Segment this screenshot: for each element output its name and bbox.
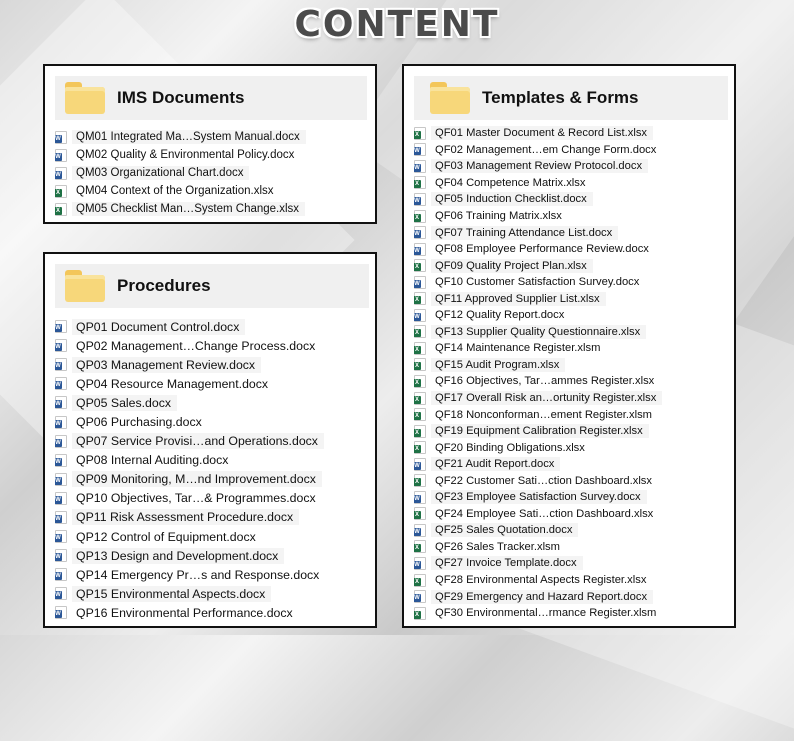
file-list-item[interactable] xyxy=(414,522,728,539)
file-list-item[interactable] xyxy=(55,336,369,355)
file-list-item[interactable] xyxy=(414,290,728,307)
panel-header xyxy=(55,264,369,308)
excel-icon: X xyxy=(414,507,426,520)
word-icon: W xyxy=(414,590,426,603)
file-list-item[interactable] xyxy=(414,423,728,440)
excel-icon: X xyxy=(414,127,426,140)
file-list-item[interactable] xyxy=(414,125,728,142)
file-name: QF22 Customer Sati…ction Dashboard.xlsx xyxy=(435,474,652,487)
file-list xyxy=(55,317,369,619)
file-name: QF20 Binding Obligations.xlsx xyxy=(435,441,585,454)
file-name: QP13 Design and Development.docx xyxy=(72,548,284,564)
file-list-item[interactable] xyxy=(55,508,369,527)
word-icon: W xyxy=(55,131,67,144)
file-list-item[interactable] xyxy=(414,357,728,374)
file-name: QF26 Sales Tracker.xlsm xyxy=(435,540,560,553)
excel-icon: X xyxy=(414,574,426,587)
file-name: QF11 Approved Supplier List.xlsx xyxy=(431,292,606,306)
file-list-item[interactable] xyxy=(55,412,369,431)
panel-title: Procedures xyxy=(117,276,211,295)
excel-icon: X xyxy=(414,342,426,355)
file-list-item[interactable] xyxy=(55,584,369,603)
file-list-item[interactable] xyxy=(414,373,728,390)
file-list-item[interactable] xyxy=(55,317,369,336)
file-name: QF25 Sales Quotation.docx xyxy=(431,523,578,537)
file-name: QF12 Quality Report.docx xyxy=(435,309,565,322)
file-list xyxy=(414,125,728,621)
panel-title: IMS Documents xyxy=(117,88,245,107)
file-name: QP05 Sales.docx xyxy=(72,395,177,411)
file-list-item[interactable] xyxy=(55,374,369,393)
excel-icon: X xyxy=(414,474,426,487)
file-list-item[interactable] xyxy=(55,182,367,200)
procedures-panel xyxy=(43,252,377,628)
excel-icon: X xyxy=(414,607,426,620)
ims-documents-panel xyxy=(43,64,377,224)
word-icon: W xyxy=(55,511,67,524)
word-icon: W xyxy=(55,549,67,562)
file-name: QF07 Training Attendance List.docx xyxy=(431,226,618,240)
file-name: QP15 Environmental Aspects.docx xyxy=(72,586,271,602)
file-list-item[interactable] xyxy=(414,158,728,175)
word-icon: W xyxy=(414,193,426,206)
excel-icon: X xyxy=(414,358,426,371)
file-list-item[interactable] xyxy=(55,164,367,182)
file-name: QP12 Control of Equipment.docx xyxy=(76,529,256,544)
file-list-item[interactable] xyxy=(55,432,369,451)
file-list-item[interactable] xyxy=(55,146,367,164)
file-name: QF21 Audit Report.docx xyxy=(431,457,560,471)
word-icon: W xyxy=(55,149,67,162)
word-icon: W xyxy=(414,309,426,322)
file-name: QF06 Training Matrix.xlsx xyxy=(435,210,562,222)
page-title: CONTENT xyxy=(294,4,500,45)
word-icon: W xyxy=(55,587,67,600)
folder-icon xyxy=(65,270,105,302)
panel-title: Templates & Forms xyxy=(482,88,639,107)
file-name: QF08 Employee Performance Review.docx xyxy=(435,243,649,256)
file-name: QP07 Service Provisi…and Operations.docx xyxy=(72,433,324,449)
file-name: QF09 Quality Project Plan.xlsx xyxy=(431,259,593,273)
file-list-item[interactable] xyxy=(55,546,369,565)
file-name: QP16 Environmental Performance.docx xyxy=(76,605,293,619)
word-icon: W xyxy=(414,557,426,570)
file-name: QF10 Customer Satisfaction Survey.docx xyxy=(435,276,640,289)
file-name: QF24 Employee Sati…ction Dashboard.xlsx xyxy=(435,507,654,520)
file-list-item[interactable] xyxy=(414,539,728,556)
file-name: QP06 Purchasing.docx xyxy=(76,415,202,430)
file-list-item[interactable] xyxy=(55,489,369,508)
excel-icon: X xyxy=(414,425,426,438)
file-name: QM03 Organizational Chart.docx xyxy=(72,166,249,180)
file-list-item[interactable] xyxy=(55,200,367,218)
file-name: QP08 Internal Auditing.docx xyxy=(76,453,229,468)
word-icon: W xyxy=(414,243,426,256)
word-icon: W xyxy=(55,396,67,409)
file-name: QP02 Management…Change Process.docx xyxy=(76,338,316,353)
file-name: QF27 Invoice Template.docx xyxy=(431,556,583,570)
folder-icon xyxy=(65,82,105,114)
file-list-item[interactable] xyxy=(414,489,728,506)
file-list-item[interactable] xyxy=(414,572,728,589)
file-list-item[interactable] xyxy=(414,439,728,456)
file-name: QP11 Risk Assessment Procedure.docx xyxy=(72,509,299,525)
file-list-item[interactable] xyxy=(414,472,728,489)
file-list-item[interactable] xyxy=(414,142,728,159)
word-icon: W xyxy=(414,160,426,173)
file-name: QF16 Objectives, Tar…ammes Register.xlsx xyxy=(435,375,655,388)
file-list-item[interactable] xyxy=(55,128,367,146)
file-list-item[interactable] xyxy=(55,470,369,489)
word-icon: W xyxy=(55,416,67,429)
file-list-item[interactable] xyxy=(55,565,369,584)
word-icon: W xyxy=(55,167,67,180)
file-list-item[interactable] xyxy=(414,307,728,324)
file-list-item[interactable] xyxy=(55,527,369,546)
word-icon: W xyxy=(414,143,426,156)
file-name: QF04 Competence Matrix.xlsx xyxy=(435,176,586,189)
file-name: QF18 Nonconforman…ement Register.xlsm xyxy=(435,408,652,421)
excel-icon: X xyxy=(414,392,426,405)
file-name: QP04 Resource Management.docx xyxy=(76,376,269,391)
file-name: QM01 Integrated Ma…System Manual.docx xyxy=(72,130,306,144)
file-list-item[interactable] xyxy=(414,605,728,621)
word-icon: W xyxy=(55,454,67,467)
file-list xyxy=(55,128,367,218)
file-list-item[interactable] xyxy=(55,451,369,470)
file-name: QF05 Induction Checklist.docx xyxy=(431,192,593,206)
word-icon: W xyxy=(55,339,67,352)
file-name: QF29 Emergency and Hazard Report.docx xyxy=(431,590,653,604)
panel-header xyxy=(55,76,367,120)
word-icon: W xyxy=(55,320,67,333)
excel-icon: X xyxy=(414,176,426,189)
file-list-item[interactable] xyxy=(414,274,728,291)
file-name: QF13 Supplier Quality Questionnaire.xlsx xyxy=(431,325,646,339)
word-icon: W xyxy=(414,226,426,239)
file-name: QP10 Objectives, Tar…& Programmes.docx xyxy=(76,491,316,506)
word-icon: W xyxy=(414,458,426,471)
word-icon: W xyxy=(414,491,426,504)
word-icon: W xyxy=(55,530,67,543)
file-list-item[interactable] xyxy=(414,224,728,241)
excel-icon: X xyxy=(55,203,67,216)
templates-forms-panel xyxy=(402,64,736,628)
word-icon: W xyxy=(55,435,67,448)
word-icon: W xyxy=(55,473,67,486)
file-name: QF28 Environmental Aspects Register.xlsx xyxy=(435,574,647,587)
file-list-item[interactable] xyxy=(414,257,728,274)
file-list-item[interactable] xyxy=(414,506,728,523)
file-name: QF17 Overall Risk an…ortunity Register.xlsx xyxy=(431,391,662,405)
panel-header xyxy=(414,76,728,120)
file-list-item[interactable] xyxy=(414,555,728,572)
excel-icon: X xyxy=(414,540,426,553)
file-name: QP09 Monitoring, M…nd Improvement.docx xyxy=(72,471,322,487)
file-list-item[interactable] xyxy=(414,175,728,192)
excel-icon: X xyxy=(414,292,426,305)
word-icon: W xyxy=(55,377,67,390)
word-icon: W xyxy=(55,358,67,371)
file-list-item[interactable] xyxy=(414,340,728,357)
file-name: QM04 Context of the Organization.xlsx xyxy=(76,185,274,197)
file-list-item[interactable] xyxy=(414,406,728,423)
excel-icon: X xyxy=(414,259,426,272)
file-name: QF01 Master Document & Record List.xlsx xyxy=(431,126,653,140)
file-name: QP14 Emergency Pr…s and Response.docx xyxy=(76,567,320,582)
word-icon: W xyxy=(55,492,67,505)
file-name: QM02 Quality & Environmental Policy.docx xyxy=(76,149,295,161)
file-name: QF15 Audit Program.xlsx xyxy=(431,358,565,372)
folder-icon xyxy=(430,82,470,114)
word-icon: W xyxy=(414,524,426,537)
file-list-item[interactable] xyxy=(55,355,369,374)
excel-icon: X xyxy=(55,185,67,198)
excel-icon: X xyxy=(414,441,426,454)
file-list-item[interactable] xyxy=(414,241,728,258)
file-name: QM05 Checklist Man…System Change.xlsx xyxy=(72,202,305,216)
file-list-item[interactable] xyxy=(414,324,728,341)
file-name: QF02 Management…em Change Form.docx xyxy=(435,143,657,156)
file-list-item[interactable] xyxy=(414,191,728,208)
file-name: QP03 Management Review.docx xyxy=(72,357,261,373)
word-icon: W xyxy=(55,568,67,581)
file-name: QF19 Equipment Calibration Register.xlsx xyxy=(431,424,649,438)
file-list-item[interactable] xyxy=(414,456,728,473)
file-list-item[interactable] xyxy=(414,390,728,407)
word-icon: W xyxy=(414,276,426,289)
excel-icon: X xyxy=(414,408,426,421)
file-name: QP01 Document Control.docx xyxy=(72,319,245,335)
file-list-item[interactable] xyxy=(414,208,728,225)
file-list-item[interactable] xyxy=(414,588,728,605)
file-name: QF23 Employee Satisfaction Survey.docx xyxy=(431,490,647,504)
excel-icon: X xyxy=(414,210,426,223)
file-list-item[interactable] xyxy=(55,393,369,412)
file-name: QF30 Environmental…rmance Register.xlsm xyxy=(435,607,657,620)
file-name: QF14 Maintenance Register.xlsm xyxy=(435,342,601,355)
excel-icon: X xyxy=(414,325,426,338)
excel-icon: X xyxy=(414,375,426,388)
file-name: QF03 Management Review Protocol.docx xyxy=(431,159,648,173)
file-list-item[interactable] xyxy=(55,603,369,619)
word-icon: W xyxy=(55,606,67,619)
